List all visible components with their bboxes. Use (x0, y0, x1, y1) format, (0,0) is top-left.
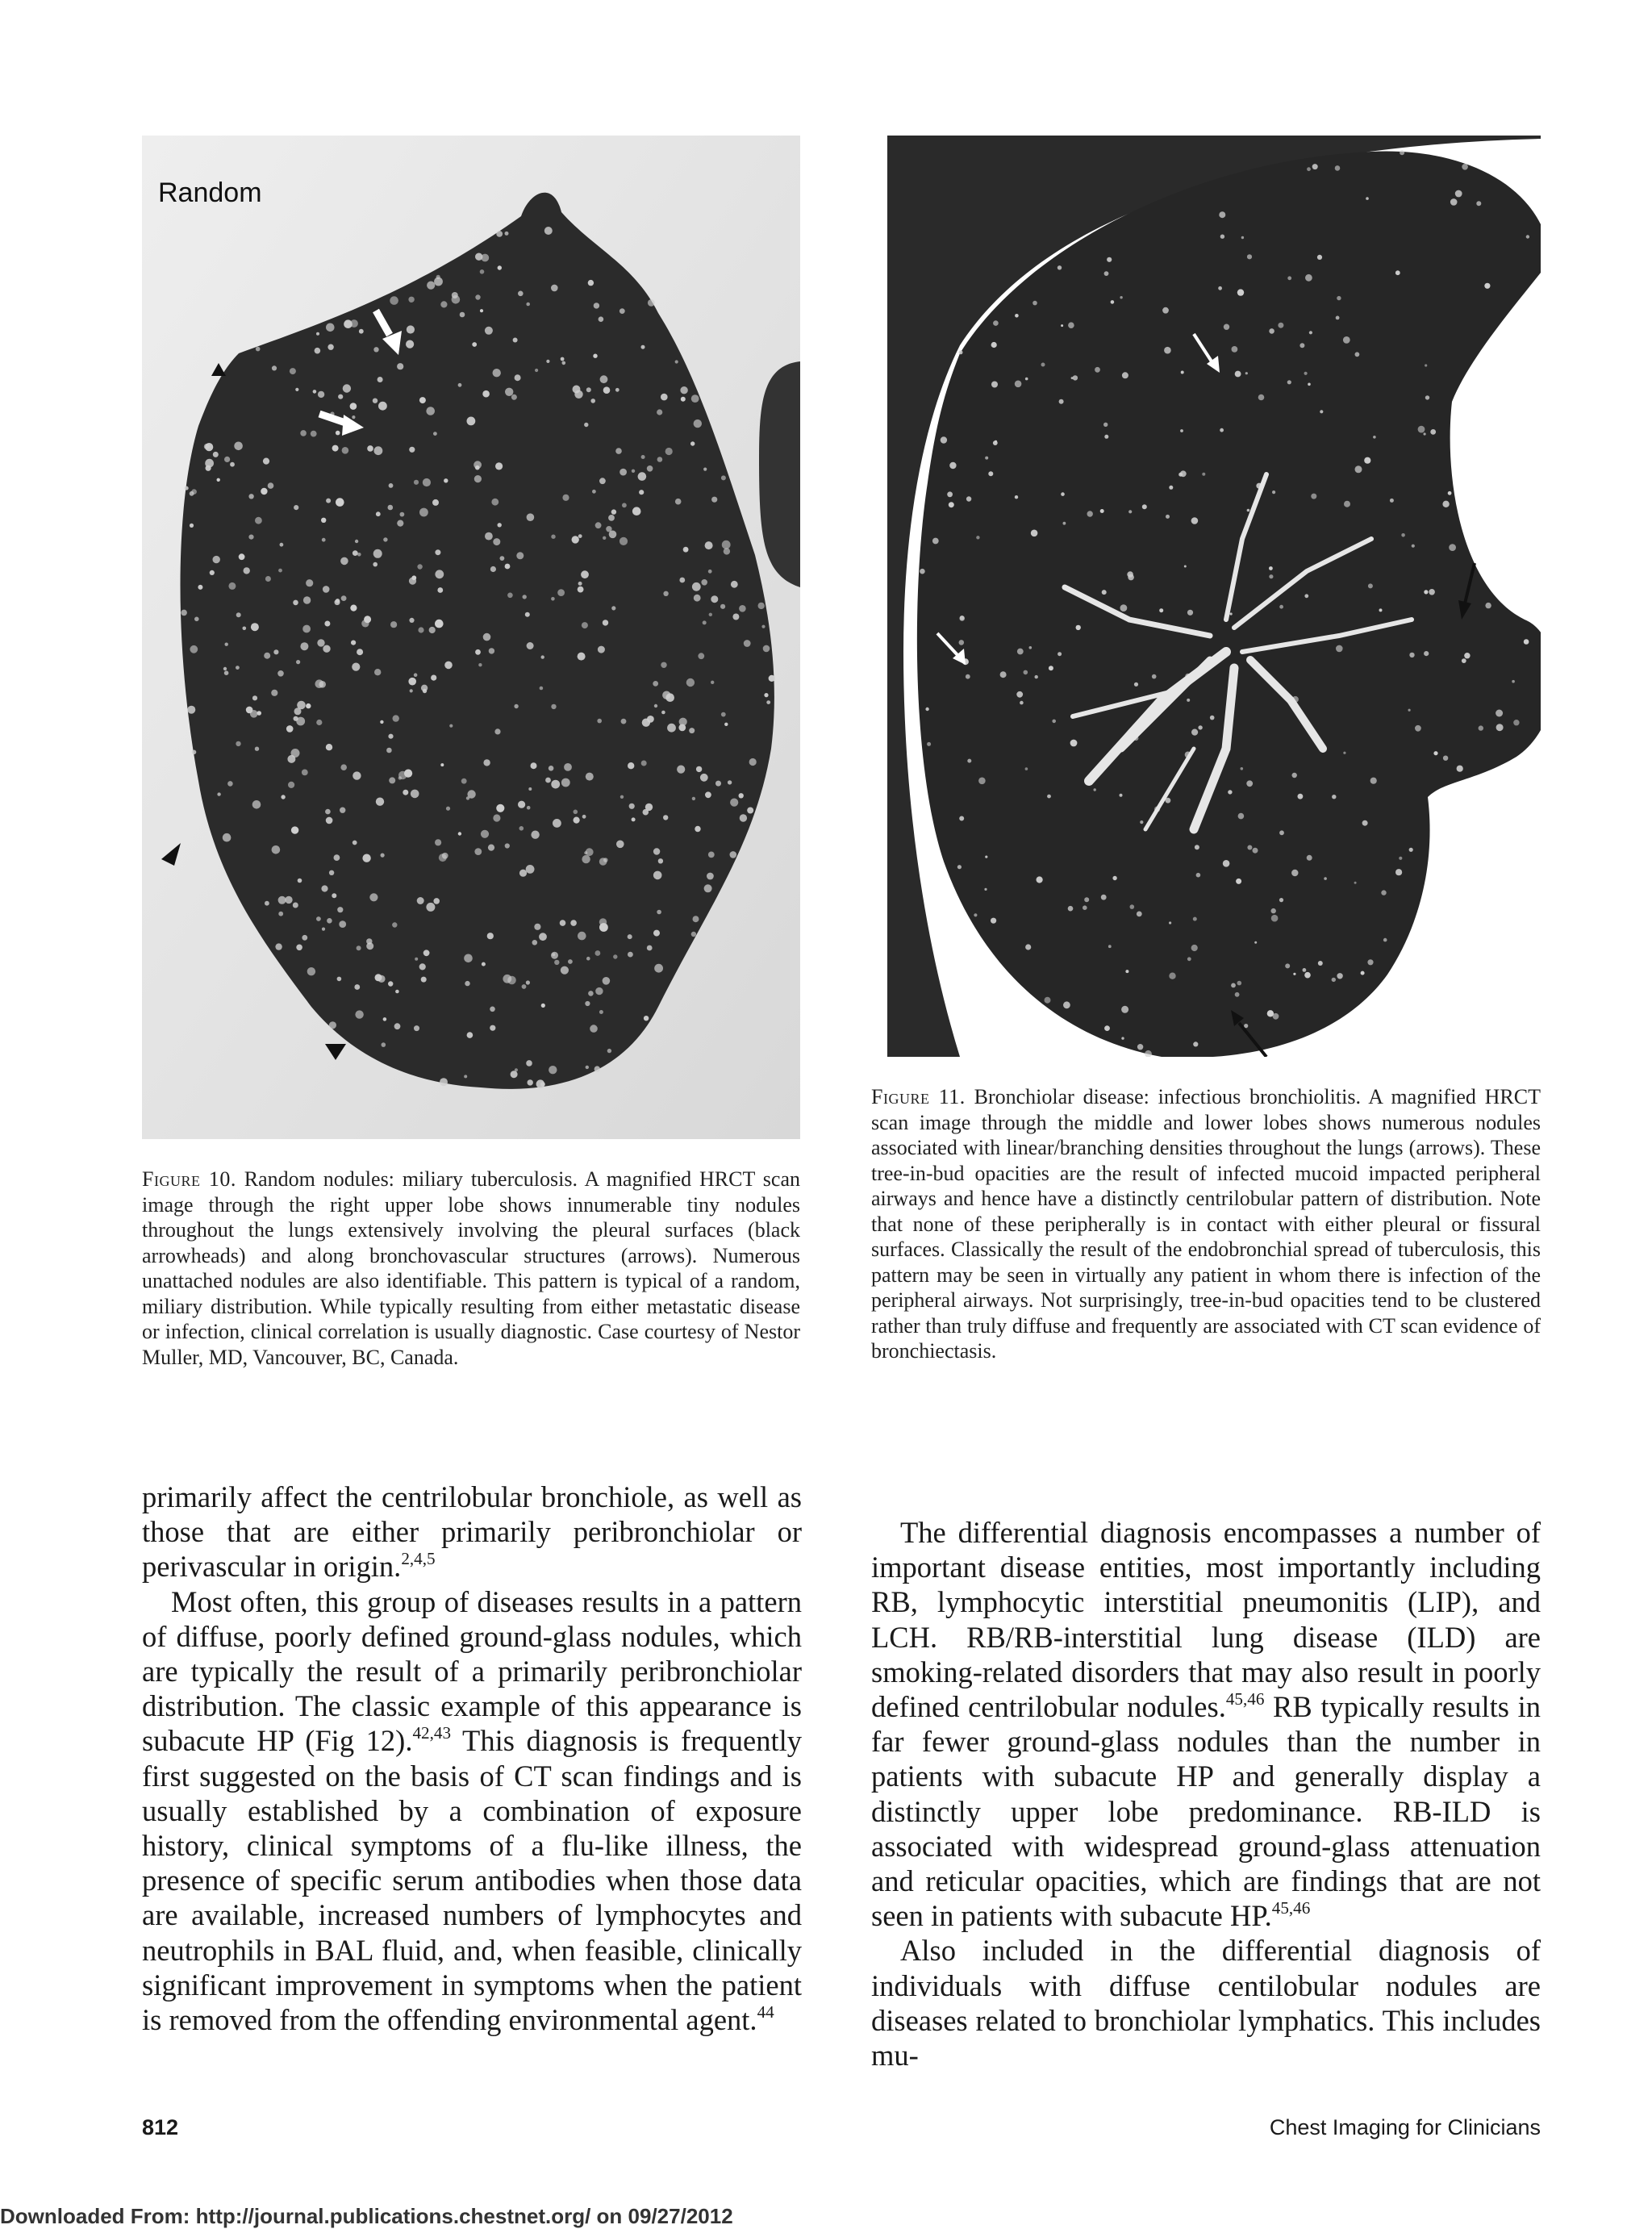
figure-10-panel-label: Random (158, 177, 262, 208)
figure-11-image (887, 136, 1541, 1057)
left-p1-text: primarily affect the centrilobular bronchiole, as well as those that are either primarily peribronchiolar or perivascular in origin. (142, 1480, 802, 1584)
download-line: Downloaded From: http://journal.publications.chestnet.org/ on 09/27/2012 (0, 2204, 733, 2228)
figure-10-caption (142, 1167, 800, 1370)
right-p1-refs-b: 45,46 (1271, 1898, 1311, 1918)
figure-10-ct-scan (142, 136, 800, 1139)
left-p2-refs-b: 44 (757, 2002, 774, 2022)
left-paragraph-1 (142, 1480, 802, 1584)
left-paragraph-2 (142, 1584, 802, 2038)
right-p1-text-b: RB typically results in far fewer ground-glass nodules than the number in patients with subacute HP and generally display a distinctly upper lobe predominance. RB-ILD is associated with widespread ground-glass attenuation and reticular opacities, which are findings that are not seen in patients with subacute HP. (871, 1690, 1541, 1933)
left-p2-text-a: Most often, this group of diseases results in a pattern of diffuse, poorly defined ground-glass nodules, which are typically the result of a primarily peribronchiolar distribution. The classic example of this appearance is subacute HP (Fig 12). (142, 1584, 802, 1758)
left-column (142, 1480, 802, 2037)
figure-10-caption-text: Random nodules: miliary tuberculosis. A magnified HRCT scan image through the right upper lobe shows innumerable tiny nodules throughout the lungs extensively involving the pleural surfaces (black arrowheads) and along bronchovascular structures (arrows). Numerous unattached nodules are also identifiable. This pattern is typical of a random, miliary distribution. While typically resulting from either metastatic disease or infection, clinical correlation is usually diagnostic. Case courtesy of Nestor Muller, MD, Vancouver, BC, Canada. (142, 1167, 801, 1369)
figure-11-caption (871, 1084, 1541, 1364)
right-paragraph-2 (871, 1933, 1541, 2072)
right-p2-text: Also included in the differential diagnosis of individuals with diffuse centilobular nodules are diseases related to bronchiolar lymphatics. This includes mu- (871, 1934, 1541, 2072)
left-p2-text-b: This diagnosis is frequently first suggested on the basis of CT scan findings and is usually established by a combination of exposure history, clinical symptoms of a flu-like illness, the presence of specific serum antibodies when those data are available, increased numbers of lymphocytes and neutrophils in BAL fluid, and, when feasible, clinically significant improvement in symptoms when the patient is removed from the offending environmental agent. (142, 1724, 802, 2037)
figure-11-caption-label: Figure 11. (871, 1085, 966, 1108)
figure-10-caption-label: Figure 10. (142, 1167, 236, 1191)
figure-11-ct-scan (887, 136, 1541, 1057)
running-title: Chest Imaging for Clinicians (1269, 2115, 1541, 2139)
left-p2-refs-a: 42,43 (412, 1723, 452, 1743)
right-paragraph-1 (871, 1515, 1541, 1933)
figure-11-caption-text: Bronchiolar disease: infectious bronchiolitis. A magnified HRCT scan image through the middle and lower lobes shows numerous nodules associated with linear/branching densities throughout the lungs (arrows). These tree-in-bud opacities are the result of infected mucoid impacted peripheral airways and hence have a distinctly centrilobular pattern of distribution. Note that none of these peripherally is in contact with either pleural or fissural surfaces. Classically the result of the endobronchial spread of tuberculosis, this pattern may be seen in virtually any patient in whom there is infection of the peripheral airways. Not surprisingly, tree-in-bud opacities tend to be clustered rather than truly diffuse and frequently are associated with CT scan evidence of bronchiectasis. (871, 1085, 1541, 1363)
right-p1-text-a: The differential diagnosis encompasses a number of important disease entities, most importantly including RB, lymphocytic interstitial pneumonitis (LIP), and LCH. RB/RB-interstitial lung disease (ILD) are smoking-related disorders that may also result in poorly defined centrilobular nodules. (871, 1516, 1541, 1724)
page-number: 812 (142, 2115, 179, 2139)
right-column (871, 1515, 1541, 2072)
left-p1-refs: 2,4,5 (401, 1549, 436, 1569)
right-p1-refs-a: 45,46 (1225, 1688, 1265, 1709)
figure-10-image (142, 136, 800, 1139)
